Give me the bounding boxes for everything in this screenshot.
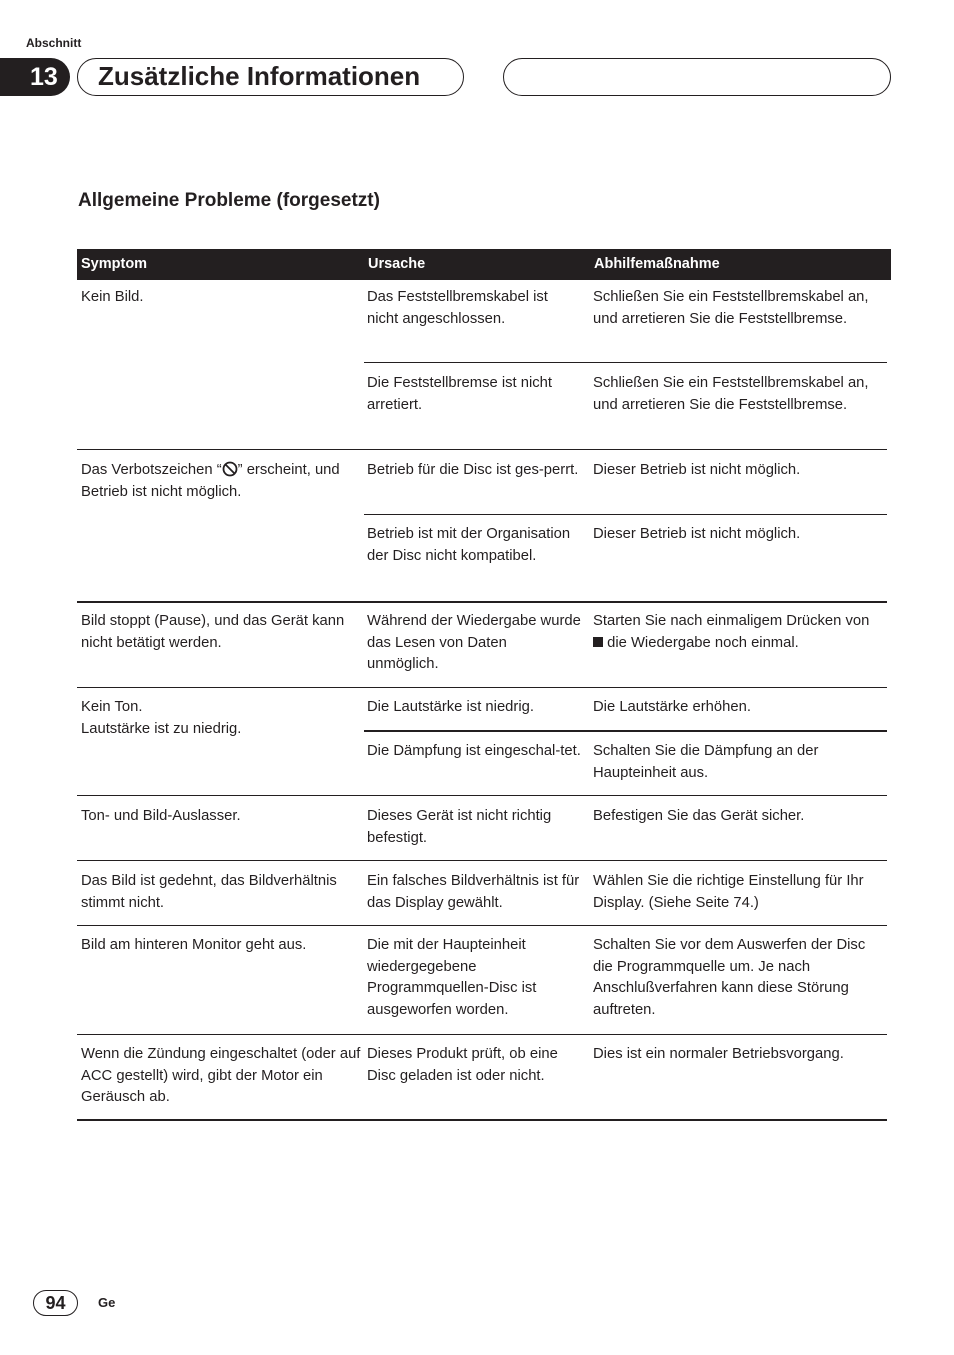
chapter-title-empty-box — [503, 58, 891, 96]
symptom-cell: Bild stoppt (Pause), und das Gerät kann nicht betätigt werden. — [81, 613, 345, 651]
column-header-symptom: Symptom — [81, 256, 148, 272]
remedy-cell: Die Lautstärke erhöhen. — [593, 699, 751, 715]
prohibition-icon — [222, 461, 238, 477]
cause-cell: Betrieb ist mit der Organisation der Disc nicht kompatibel. — [367, 526, 571, 564]
remedy-cell: Wählen Sie die richtige Einstellung für Ihr Display. (Siehe Seite 74.) — [593, 873, 864, 911]
row-divider — [77, 601, 887, 603]
remedy-cell: Schließen Sie ein Feststellbremskabel an, und arretieren Sie die Feststellbremse. — [593, 375, 869, 413]
column-header-cause: Ursache — [368, 256, 426, 272]
stop-square-icon — [593, 637, 603, 647]
cause-cell: Die Lautstärke ist niedrig. — [367, 699, 534, 715]
remedy-cell: Dieser Betrieb ist nicht möglich. — [593, 526, 801, 542]
cause-cell: Dieses Produkt prüft, ob eine Disc geladen ist oder nicht. — [367, 1046, 558, 1084]
row-divider — [77, 925, 887, 926]
symptom-cell: Bild am hinteren Monitor geht aus. — [81, 937, 307, 953]
row-divider — [77, 860, 887, 861]
symptom-cell: Das Verbotszeichen “ ” erscheint, und Betrieb ist nicht möglich. — [81, 462, 340, 500]
cause-cell: Die Feststellbremse ist nicht arretiert. — [367, 375, 553, 413]
table-header — [77, 249, 891, 280]
chapter-title: Zusätzliche Informationen — [77, 58, 464, 96]
row-divider — [364, 730, 887, 732]
row-divider — [77, 687, 887, 688]
page-number: 94 — [33, 1290, 78, 1316]
cause-cell: Das Feststellbremskabel ist nicht angeschlossen. — [367, 289, 548, 327]
column-header-remedy: Abhilfemaßnahme — [594, 256, 720, 272]
symptom-cell: Ton- und Bild-Auslasser. — [81, 808, 241, 824]
cause-cell: Die Dämpfung ist eingeschal-tet. — [367, 743, 581, 759]
symptom-cell: Das Bild ist gedehnt, das Bildverhältnis stimmt nicht. — [81, 873, 337, 911]
cause-cell: Während der Wiedergabe wurde das Lesen von Daten unmöglich. — [367, 613, 581, 673]
row-divider — [364, 362, 887, 363]
table-bottom-rule — [77, 1119, 887, 1121]
section-subheading: Allgemeine Probleme (forgesetzt) — [78, 190, 380, 211]
symptom-cell: Kein Bild. — [81, 289, 144, 305]
row-divider — [77, 449, 887, 450]
cause-cell: Betrieb für die Disc ist ges-perrt. — [367, 462, 579, 478]
remedy-cell: Dies ist ein normaler Betriebsvorgang. — [593, 1046, 844, 1062]
cause-cell: Die mit der Haupteinheit wiedergegebene Programmquellen-Disc ist ausgeworfen worden. — [367, 937, 537, 1019]
row-divider — [77, 795, 887, 796]
row-divider — [77, 1034, 887, 1035]
cause-cell: Dieses Gerät ist nicht richtig befestigt. — [367, 808, 552, 846]
troubleshooting-table — [77, 249, 891, 1106]
chapter-number-tab: 13 — [0, 58, 70, 96]
remedy-cell: Schalten Sie die Dämpfung an der Haupteinheit aus. — [593, 743, 819, 781]
language-code: Ge — [98, 1295, 116, 1310]
remedy-cell: Starten Sie nach einmaligem Drücken von die Wiedergabe noch einmal. — [593, 613, 870, 651]
remedy-cell: Schließen Sie ein Feststellbremskabel an, und arretieren Sie die Feststellbremse. — [593, 289, 869, 327]
symptom-cell: Kein Ton. Lautstärke ist zu niedrig. — [81, 699, 242, 737]
remedy-cell: Dieser Betrieb ist nicht möglich. — [593, 462, 801, 478]
row-divider — [364, 514, 887, 515]
section-label: Abschnitt — [26, 36, 82, 50]
remedy-cell: Befestigen Sie das Gerät sicher. — [593, 808, 805, 824]
remedy-cell: Schalten Sie vor dem Auswerfen der Disc die Programmquelle um. Je nach Anschlußverfahren kann diese Störung auftreten. — [593, 937, 866, 1019]
symptom-cell: Wenn die Zündung eingeschaltet (oder auf ACC gestellt) wird, gibt der Motor ein Geräusch ab. — [81, 1046, 361, 1106]
cause-cell: Ein falsches Bildverhältnis ist für das Display gewählt. — [367, 873, 580, 911]
